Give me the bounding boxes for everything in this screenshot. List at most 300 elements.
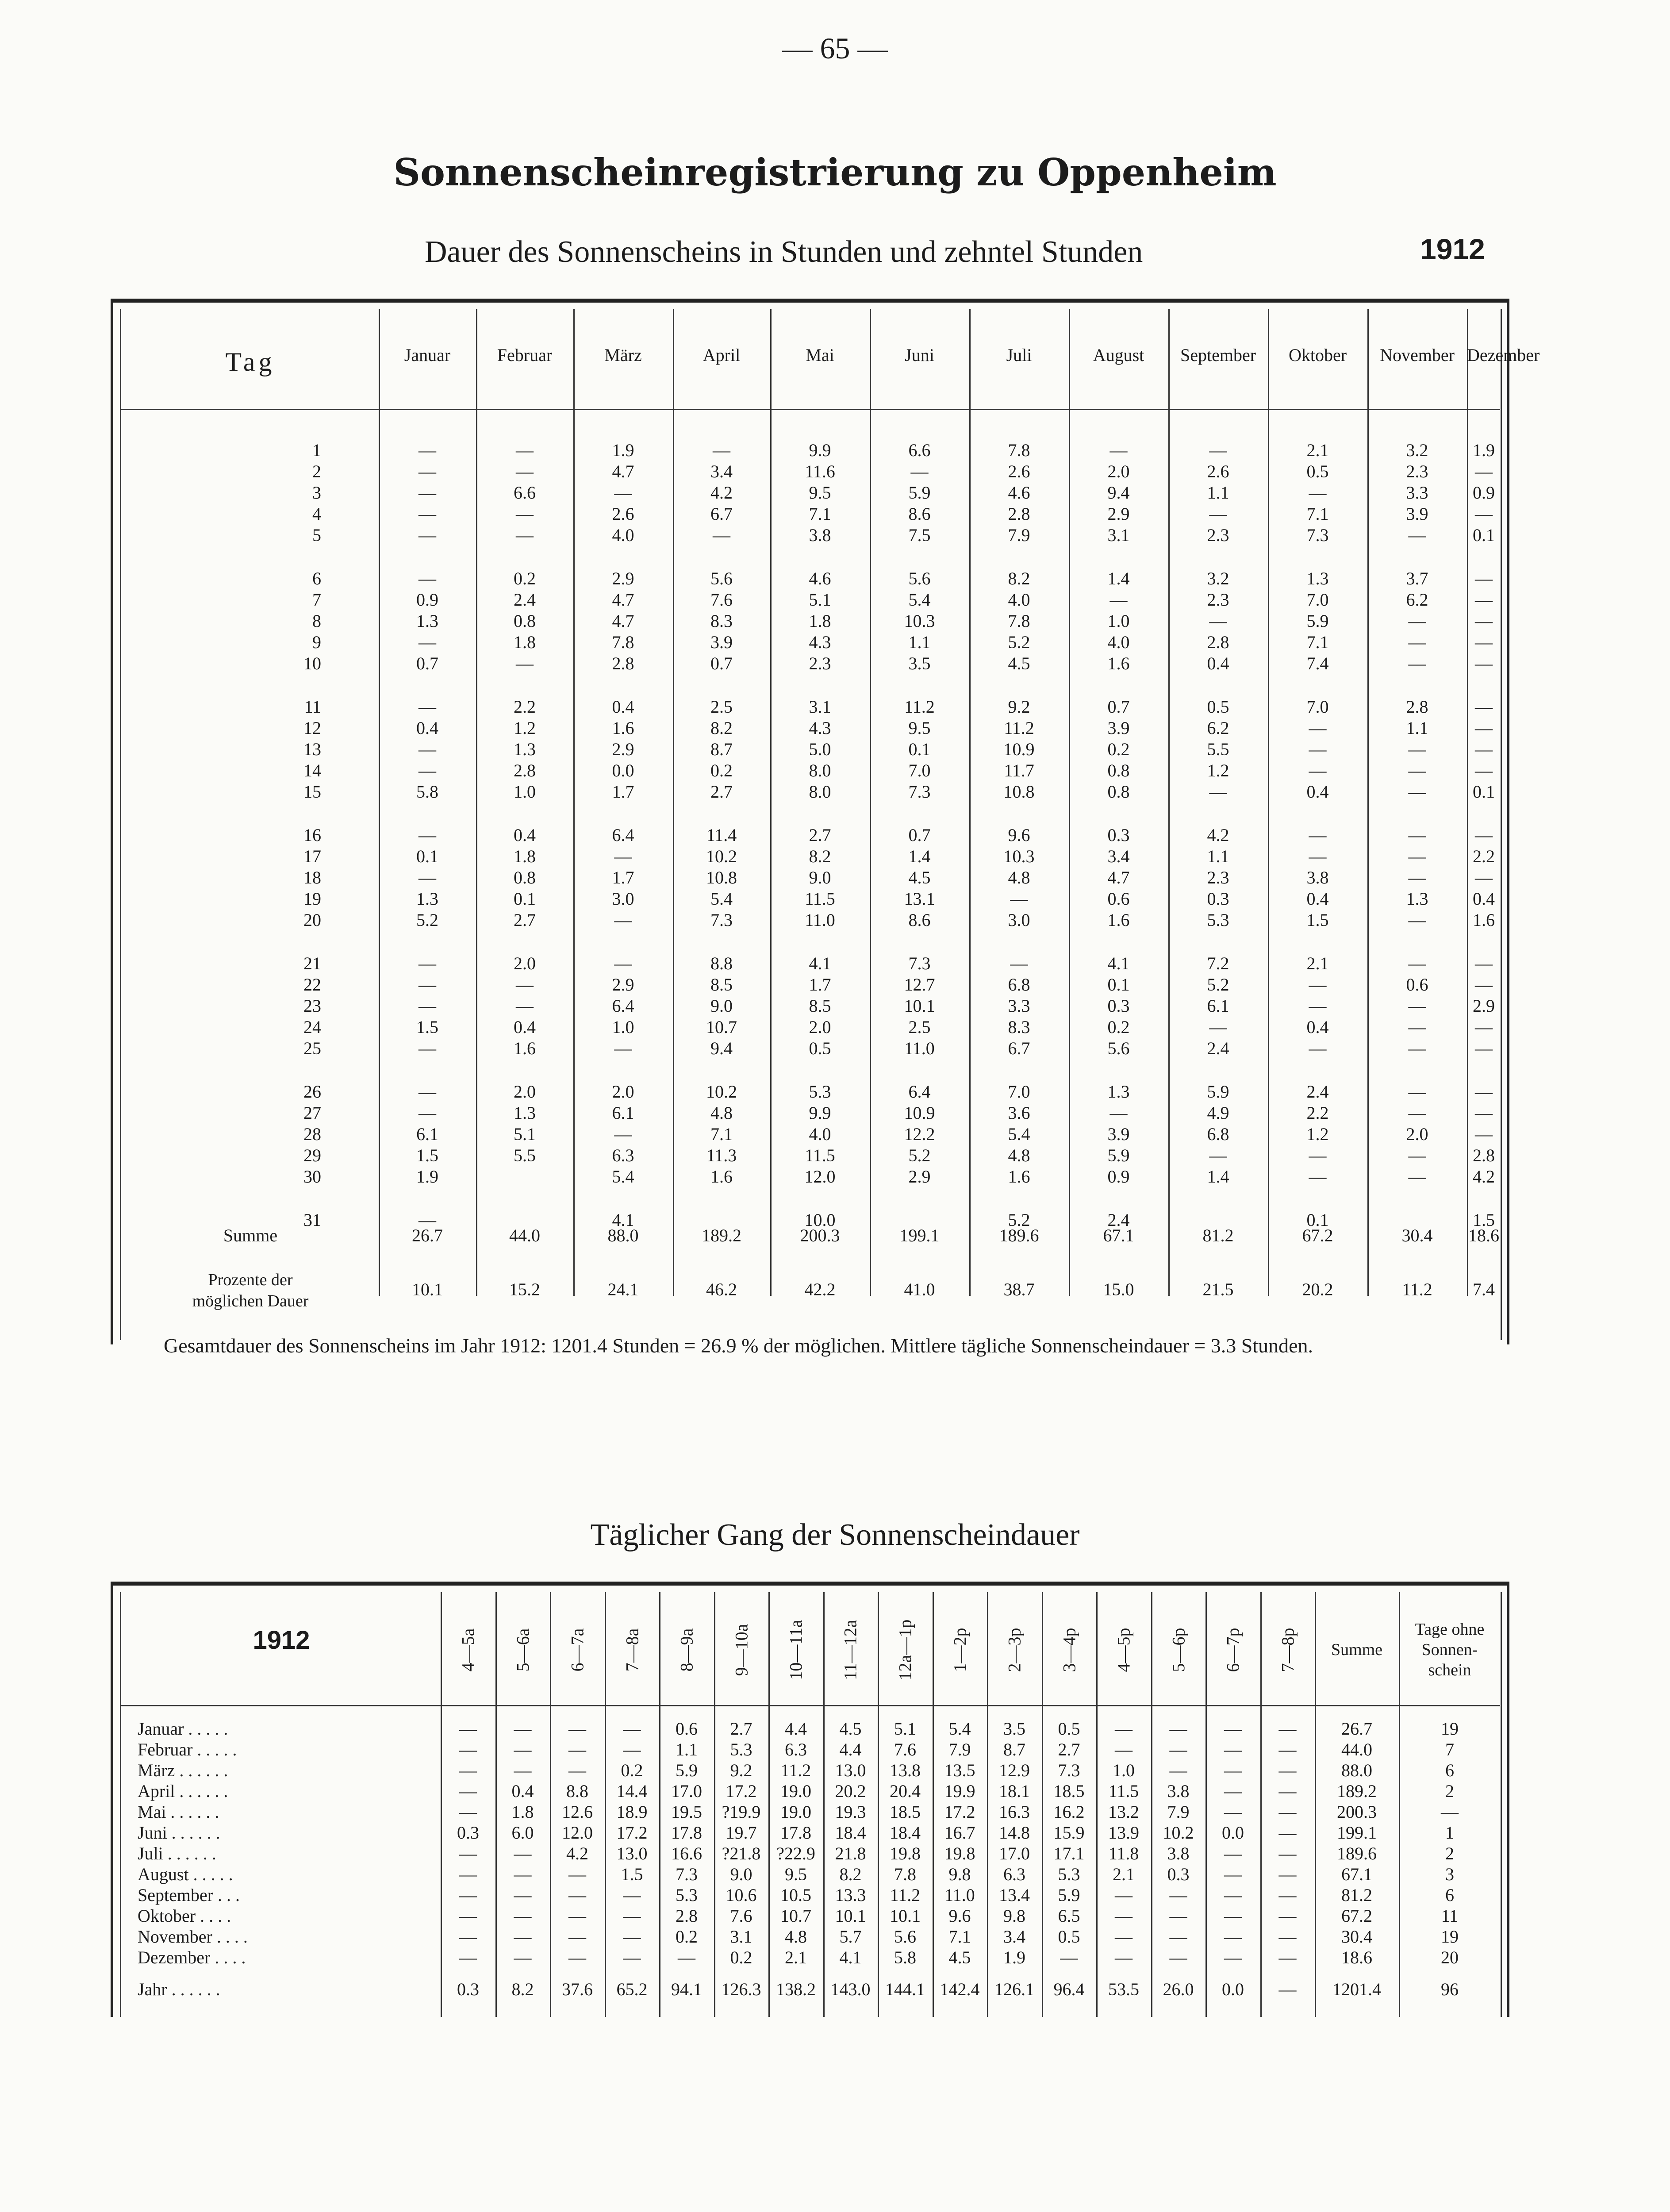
table-cell: 11.5 xyxy=(805,1145,835,1165)
table-cell: 4.7 xyxy=(612,590,634,610)
table-cell: — xyxy=(418,568,436,588)
table-cell: 2.4 xyxy=(1207,1038,1229,1058)
table-cell: 4.2 xyxy=(1473,1167,1495,1187)
day-label: 20 xyxy=(303,910,321,930)
tage-ohne-cell: 19 xyxy=(1441,1927,1459,1947)
header-hour-text: 12a—1p xyxy=(895,1619,915,1680)
table-cell: — xyxy=(1475,1103,1493,1123)
table-cell: — xyxy=(514,1719,532,1739)
table-cell: 0.3 xyxy=(1107,825,1130,845)
table-cell: 10.7 xyxy=(780,1906,811,1926)
table-cell: 4.5 xyxy=(908,868,931,887)
table-cell: 4.0 xyxy=(1107,632,1130,652)
table-cell: 9.2 xyxy=(730,1760,752,1780)
header-hour xyxy=(768,1601,823,1698)
table-cell: — xyxy=(459,1719,477,1739)
table-cell: — xyxy=(1475,504,1493,524)
month-label: Dezember . . . . xyxy=(138,1947,246,1967)
table-cell: 4.1 xyxy=(839,1947,862,1967)
table-cell: 5.1 xyxy=(809,590,831,610)
table-cell: 9.6 xyxy=(1008,825,1030,845)
table-cell: 1.3 xyxy=(514,1103,536,1123)
day-label: 30 xyxy=(303,1167,321,1187)
day-label: 31 xyxy=(303,1210,321,1230)
table-cell: 4.3 xyxy=(809,718,831,738)
table-cell: 6.7 xyxy=(1008,1038,1030,1058)
table-cell: 7.8 xyxy=(894,1864,916,1884)
table-cell: 53.5 xyxy=(1108,1979,1139,1999)
table-cell: 8.2 xyxy=(839,1864,862,1884)
table-cell: 5.1 xyxy=(514,1124,536,1144)
table-cell: — xyxy=(1278,1947,1297,1967)
table-cell: — xyxy=(1224,1927,1242,1947)
table-cell: 2.8 xyxy=(514,760,536,780)
table-cell: — xyxy=(1224,1781,1242,1801)
header-month: Oktober xyxy=(1288,345,1347,365)
table-cell: 5.0 xyxy=(809,739,831,759)
table-cell: 7.9 xyxy=(1167,1802,1190,1822)
summe-cell: 67.1 xyxy=(1103,1225,1134,1245)
summe-cell: 67.2 xyxy=(1341,1906,1372,1926)
table-cell: 3.5 xyxy=(1003,1719,1025,1739)
table-cell: 7.1 xyxy=(809,504,831,524)
table-cell: 6.3 xyxy=(785,1740,807,1759)
table-cell: 11.3 xyxy=(706,1145,737,1165)
table-cell: 5.1 xyxy=(894,1719,916,1739)
table-cell: 1.4 xyxy=(908,846,931,866)
summe-cell: 67.2 xyxy=(1302,1225,1333,1245)
summe-cell: 88.0 xyxy=(607,1225,639,1245)
table-cell: 2.1 xyxy=(1113,1864,1135,1884)
table-cell: 5.9 xyxy=(1058,1885,1080,1905)
table-cell: 7.8 xyxy=(612,632,634,652)
table-cell: — xyxy=(1475,590,1493,610)
table-cell: 13.0 xyxy=(616,1843,648,1863)
tage-ohne-cell: 7 xyxy=(1445,1740,1454,1759)
table-cell: — xyxy=(568,1740,586,1759)
table-cell: — xyxy=(459,1885,477,1905)
table-cell: — xyxy=(1475,868,1493,887)
table-cell: 19.8 xyxy=(890,1843,921,1863)
table-cell: — xyxy=(1408,760,1426,780)
table-cell: — xyxy=(614,1124,632,1144)
prozente-cell: 20.2 xyxy=(1302,1279,1333,1299)
table-cell: 2.7 xyxy=(1058,1740,1080,1759)
summe-cell: 189.6 xyxy=(1337,1843,1377,1863)
table-cell: 0.1 xyxy=(514,889,536,909)
table-cell: — xyxy=(568,1885,586,1905)
table-cell: 2.7 xyxy=(514,910,536,930)
table-cell: — xyxy=(614,910,632,930)
table-cell: — xyxy=(1169,1719,1187,1739)
table-cell: 2.2 xyxy=(1306,1103,1329,1123)
table-cell: 4.6 xyxy=(1008,483,1030,503)
table-cell: 65.2 xyxy=(616,1979,648,1999)
prozente-label xyxy=(124,1269,376,1312)
header-hour xyxy=(823,1601,878,1698)
day-label: 3 xyxy=(312,483,321,503)
table-cell: 10.2 xyxy=(706,1082,737,1102)
table-cell: 17.0 xyxy=(671,1781,702,1801)
table-cell: — xyxy=(418,760,436,780)
table-cell: — xyxy=(516,440,534,460)
hourly-table-title: Täglicher Gang der Sonnenscheindauer xyxy=(590,1518,1080,1552)
table-cell: 3.0 xyxy=(1008,910,1030,930)
table-cell: — xyxy=(1209,611,1227,631)
table-cell: 1.1 xyxy=(1406,718,1428,738)
table-cell: 9.9 xyxy=(809,1103,831,1123)
table-cell: — xyxy=(459,1927,477,1947)
table-cell: 94.1 xyxy=(671,1979,702,1999)
month-label: November . . . . xyxy=(138,1927,248,1947)
sunshine-daily-table xyxy=(111,299,1540,1344)
header-hour xyxy=(1096,1601,1151,1698)
table-cell: — xyxy=(1309,1038,1327,1058)
table-cell: 0.8 xyxy=(1107,760,1130,780)
table-cell: 8.7 xyxy=(710,739,733,759)
table-cell: 8.3 xyxy=(710,611,733,631)
table-cell: — xyxy=(1224,1760,1242,1780)
table-cell: — xyxy=(1408,825,1426,845)
table-cell: 0.2 xyxy=(514,568,536,588)
day-label: 16 xyxy=(303,825,321,845)
day-label: 21 xyxy=(303,953,321,973)
table-cell: 2.0 xyxy=(1406,1124,1428,1144)
table-cell: — xyxy=(418,953,436,973)
table-cell: 11.7 xyxy=(1004,760,1034,780)
summe-cell: 200.3 xyxy=(1337,1802,1377,1822)
table-cell: 11.4 xyxy=(706,825,737,845)
month-label: Juni . . . . . . xyxy=(138,1823,220,1843)
table-cell: 6.2 xyxy=(1207,718,1229,738)
table-cell: — xyxy=(459,1864,477,1884)
table-cell: 8.8 xyxy=(566,1781,588,1801)
summe-cell: 81.2 xyxy=(1202,1225,1234,1245)
tage-ohne-cell: 20 xyxy=(1441,1947,1459,1967)
day-label: 28 xyxy=(303,1124,321,1144)
table-cell: 13.8 xyxy=(890,1760,921,1780)
summe-cell: 30.4 xyxy=(1401,1225,1433,1245)
day-label: 5 xyxy=(312,525,321,545)
table-cell: 5.2 xyxy=(1008,632,1030,652)
table-cell: 1.9 xyxy=(612,440,634,460)
table-cell: — xyxy=(1408,611,1426,631)
table-cell: 16.7 xyxy=(944,1823,975,1843)
table-cell: 7.3 xyxy=(710,910,733,930)
header-hour xyxy=(550,1601,605,1698)
table-cell: 1.6 xyxy=(1107,910,1130,930)
summe-cell: 44.0 xyxy=(1341,1740,1372,1759)
table-cell: — xyxy=(1115,1719,1133,1739)
table-cell: 5.6 xyxy=(908,568,931,588)
table-cell: 5.6 xyxy=(1107,1038,1130,1058)
table-cell: 11.0 xyxy=(805,910,835,930)
table-cell: 4.5 xyxy=(839,1719,862,1739)
table-cell: 9.8 xyxy=(948,1864,971,1884)
table-cell: 1.6 xyxy=(710,1167,733,1187)
table-cell: 3.2 xyxy=(1406,440,1428,460)
table-cell: — xyxy=(1010,889,1028,909)
table-cell: — xyxy=(418,1103,436,1123)
table-cell: — xyxy=(418,632,436,652)
month-label: Februar . . . . . xyxy=(138,1740,237,1759)
table-cell: — xyxy=(1169,1947,1187,1967)
table-cell: 1.5 xyxy=(1306,910,1329,930)
table-cell: 1.7 xyxy=(612,782,634,802)
table-cell: — xyxy=(418,440,436,460)
header-hour xyxy=(1151,1601,1205,1698)
table-cell: 9.0 xyxy=(730,1864,752,1884)
header-summe: Summe xyxy=(1331,1640,1383,1659)
table-cell: — xyxy=(1209,782,1227,802)
table-cell: 19.7 xyxy=(726,1823,757,1843)
header-month: Juni xyxy=(905,345,934,365)
day-label: 22 xyxy=(303,975,321,995)
table-cell: — xyxy=(1475,739,1493,759)
tage-ohne-cell: 96 xyxy=(1441,1979,1459,1999)
table-cell: 2.5 xyxy=(908,1017,931,1037)
table-cell: 18.9 xyxy=(616,1802,648,1822)
table-cell: 1.6 xyxy=(1107,653,1130,673)
table-cell: 1.6 xyxy=(1008,1167,1030,1187)
table-cell: 6.7 xyxy=(710,504,733,524)
table-cell: 13.9 xyxy=(1108,1823,1139,1843)
table-cell: — xyxy=(1278,1843,1297,1863)
table-subtitle: Dauer des Sonnenscheins in Stunden und zehntel Stunden xyxy=(425,235,1143,269)
table-cell: 5.5 xyxy=(1207,739,1229,759)
table-cell: 1.9 xyxy=(1003,1947,1025,1967)
table-cell: 9.0 xyxy=(710,996,733,1016)
table-cell: — xyxy=(418,525,436,545)
header-tage-line: schein xyxy=(1428,1661,1471,1679)
table-cell: 2.0 xyxy=(514,953,536,973)
header-tage-line: Tage ohne xyxy=(1415,1620,1485,1639)
table-cell: 2.8 xyxy=(1008,504,1030,524)
table-cell: 7.1 xyxy=(1306,504,1329,524)
tage-ohne-cell: 1 xyxy=(1445,1823,1454,1843)
header-hour xyxy=(1205,1601,1260,1698)
table-cell: — xyxy=(1109,440,1128,460)
table-cell: 13.0 xyxy=(835,1760,866,1780)
table-cell: 2.6 xyxy=(612,504,634,524)
table-cell: 2.3 xyxy=(1406,461,1428,481)
table-cell: 3.7 xyxy=(1406,568,1428,588)
table-cell: 4.0 xyxy=(809,1124,831,1144)
table-cell: 6.4 xyxy=(612,825,634,845)
table-cell: 0.4 xyxy=(612,697,634,717)
table-cell: 5.7 xyxy=(839,1927,862,1947)
table-cell: 8.6 xyxy=(908,910,931,930)
table-cell: 0.4 xyxy=(511,1781,534,1801)
table-cell: 7.0 xyxy=(1008,1082,1030,1102)
table-cell: 143.0 xyxy=(830,1979,871,1999)
header-hour-text: 5—6a xyxy=(512,1628,533,1671)
table-cell: 5.9 xyxy=(676,1760,698,1780)
table-cell: — xyxy=(1010,953,1028,973)
table-cell: 1.2 xyxy=(1207,760,1229,780)
table-cell: 2.0 xyxy=(809,1017,831,1037)
table-cell: 4.9 xyxy=(1207,1103,1229,1123)
table-cell: 7.3 xyxy=(676,1864,698,1884)
table-cell: 2.4 xyxy=(1306,1082,1329,1102)
table-cell: 3.8 xyxy=(809,525,831,545)
table-cell: 11.2 xyxy=(1004,718,1034,738)
table-cell: 3.4 xyxy=(1003,1927,1025,1947)
table-cell: 7.0 xyxy=(908,760,931,780)
month-label: Jahr . . . . . . xyxy=(138,1979,220,1999)
table-cell: 0.9 xyxy=(416,590,438,610)
header-hour xyxy=(878,1601,933,1698)
table-cell: 4.8 xyxy=(1008,1145,1030,1165)
day-label: 8 xyxy=(312,611,321,631)
column-rule xyxy=(120,1592,121,2017)
table-cell: 5.3 xyxy=(1058,1864,1080,1884)
table-cell: 0.6 xyxy=(1406,975,1428,995)
prozente-cell: 38.7 xyxy=(1003,1279,1035,1299)
table-cell: 7.0 xyxy=(1306,697,1329,717)
table-cell: 13.5 xyxy=(944,1760,975,1780)
table-cell: 8.5 xyxy=(710,975,733,995)
table-cell: — xyxy=(678,1947,695,1967)
table-cell: 6.1 xyxy=(1207,996,1229,1016)
table-cell: 0.2 xyxy=(710,760,733,780)
day-label: 15 xyxy=(303,782,321,802)
table-cell: 1.1 xyxy=(1207,846,1229,866)
table-cell: 138.2 xyxy=(776,1979,816,1999)
table-cell: 2.9 xyxy=(612,568,634,588)
table-cell: — xyxy=(1309,1167,1327,1187)
table-cell: — xyxy=(623,1947,641,1967)
table-cell: 10.8 xyxy=(1003,782,1035,802)
table-cell: 2.7 xyxy=(730,1719,752,1739)
table-cell: 1.5 xyxy=(621,1864,643,1884)
table-cell: — xyxy=(568,1947,586,1967)
header-hour-text: 5—6p xyxy=(1168,1628,1188,1672)
tage-ohne-cell: 3 xyxy=(1445,1864,1454,1884)
header-hour xyxy=(1042,1601,1096,1698)
table-cell: 7.6 xyxy=(710,590,733,610)
table-cell: 8.7 xyxy=(1003,1740,1025,1759)
day-label: 1 xyxy=(312,440,321,460)
table-cell: — xyxy=(623,1740,641,1759)
table-cell: 11.5 xyxy=(1108,1781,1139,1801)
table-cell: — xyxy=(1309,1145,1327,1165)
table-cell: 8.3 xyxy=(1008,1017,1030,1037)
table-cell: 18.1 xyxy=(999,1781,1030,1801)
table-cell: — xyxy=(1475,611,1493,631)
prozente-cell: 11.2 xyxy=(1402,1279,1432,1299)
table-cell: 5.8 xyxy=(416,782,438,802)
header-hour-text: 2—3p xyxy=(1004,1628,1025,1672)
table-cell: 17.2 xyxy=(726,1781,757,1801)
table-cell: 0.0 xyxy=(612,760,634,780)
summe-cell: 26.7 xyxy=(412,1225,443,1245)
table-cell: — xyxy=(418,825,436,845)
header-month: Mai xyxy=(806,345,834,365)
table-cell: — xyxy=(1475,1124,1493,1144)
table-cell: — xyxy=(418,996,436,1016)
table-cell: 19.5 xyxy=(671,1802,702,1822)
table-cell: — xyxy=(516,525,534,545)
table-cell: — xyxy=(459,1781,477,1801)
table-cell: 2.3 xyxy=(809,653,831,673)
table-cell: 5.9 xyxy=(1306,611,1329,631)
table-cell: 1.3 xyxy=(514,739,536,759)
table-cell: 9.4 xyxy=(710,1038,733,1058)
table-cell: — xyxy=(1408,868,1426,887)
table-cell: 6.3 xyxy=(1003,1864,1025,1884)
table-cell: — xyxy=(1115,1947,1133,1967)
month-label: Juli . . . . . . xyxy=(138,1843,216,1863)
table-cell: — xyxy=(1408,1038,1426,1058)
header-month: Februar xyxy=(497,345,553,365)
table-cell: 5.4 xyxy=(908,590,931,610)
table-cell: — xyxy=(568,1906,586,1926)
table-cell: 8.5 xyxy=(809,996,831,1016)
table-cell: 16.6 xyxy=(671,1843,702,1863)
table-cell: — xyxy=(418,1210,436,1230)
table-cell: 10.3 xyxy=(904,611,935,631)
table-cell: — xyxy=(514,1760,532,1780)
table-cell: — xyxy=(418,504,436,524)
table-cell: 3.9 xyxy=(1107,1124,1130,1144)
table-cell: — xyxy=(1224,1906,1242,1926)
table-cell: 0.1 xyxy=(1306,1210,1329,1230)
table-cell: 2.4 xyxy=(1107,1210,1130,1230)
tage-ohne-cell: 6 xyxy=(1445,1885,1454,1905)
table-cell: 0.8 xyxy=(514,611,536,631)
table-cell: 2.7 xyxy=(809,825,831,845)
table-cell: 1.9 xyxy=(416,1167,438,1187)
table-cell: 8.2 xyxy=(710,718,733,738)
table-cell: 4.0 xyxy=(612,525,634,545)
table-cell: — xyxy=(1278,1979,1297,1999)
table-cell: 4.4 xyxy=(839,1740,862,1759)
table-cell: 3.9 xyxy=(1406,504,1428,524)
table-cell: 4.2 xyxy=(710,483,733,503)
table-cell: 5.9 xyxy=(1207,1082,1229,1102)
table-cell: 0.4 xyxy=(1306,782,1329,802)
table-cell: 8.0 xyxy=(809,760,831,780)
table-cell: 144.1 xyxy=(885,1979,925,1999)
table-cell: — xyxy=(418,1038,436,1058)
table-cell: — xyxy=(1115,1927,1133,1947)
table-cell: 1.7 xyxy=(612,868,634,887)
table-cell: 11.0 xyxy=(904,1038,935,1058)
header-hour-text: 4—5a xyxy=(458,1628,478,1671)
table-cell: — xyxy=(1209,440,1227,460)
table-cell: 0.6 xyxy=(1107,889,1130,909)
table-cell: — xyxy=(1408,1082,1426,1102)
table-cell: 1.5 xyxy=(416,1145,438,1165)
table-cell: 2.6 xyxy=(1207,461,1229,481)
day-label: 6 xyxy=(312,568,321,588)
prozente-cell: 7.4 xyxy=(1473,1279,1495,1299)
day-label: 18 xyxy=(303,868,321,887)
table-cell: — xyxy=(514,1906,532,1926)
table-cell: 2.0 xyxy=(612,1082,634,1102)
table-cell: 10.5 xyxy=(780,1885,811,1905)
table-cell: 4.6 xyxy=(809,568,831,588)
table-cell: 0.5 xyxy=(809,1038,831,1058)
table-cell: 0.2 xyxy=(621,1760,643,1780)
table-cell: 11.2 xyxy=(780,1760,811,1780)
table-cell: — xyxy=(514,1843,532,1863)
table-cell: 5.2 xyxy=(908,1145,931,1165)
table-cell: 5.9 xyxy=(1107,1145,1130,1165)
table-cell: 7.3 xyxy=(1058,1760,1080,1780)
table-cell: 7.1 xyxy=(710,1124,733,1144)
